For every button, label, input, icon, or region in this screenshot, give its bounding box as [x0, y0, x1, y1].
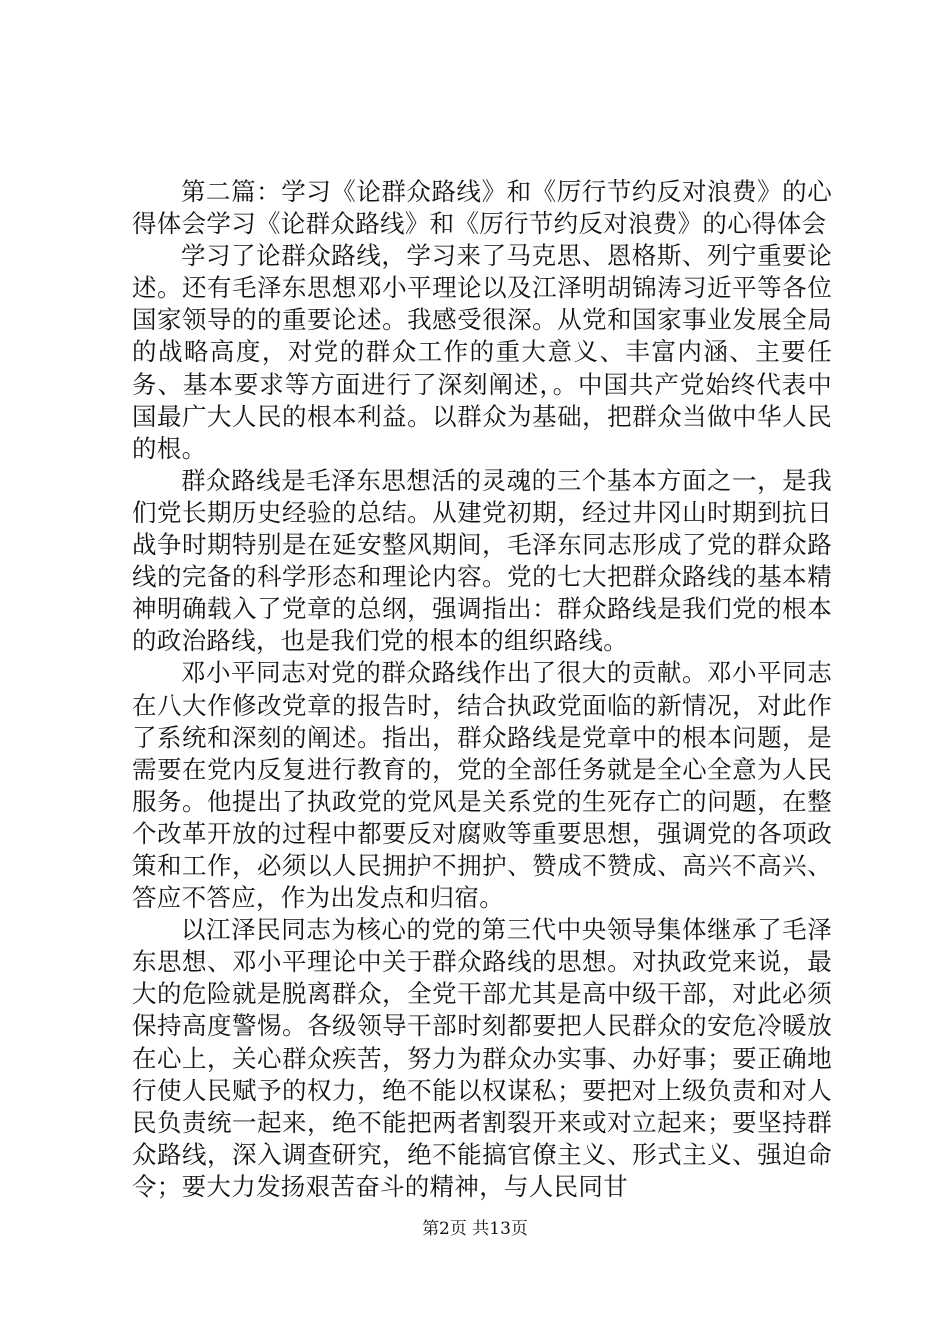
section-heading-paragraph: 第二篇：学习《论群众路线》和《厉行节约反对浪费》的心得体会学习《论群众路线》和《厉行节约反对浪费》的心得体会	[132, 177, 832, 239]
body-paragraph-4: 以江泽民同志为核心的党的第三代中央领导集体继承了毛泽东思想、邓小平理论中关于群众路线的思想。对执政党来说，最大的危险就是脱离群众，全党干部尤其是高中级干部，对此必须保持高度警惕。各级领导干部时刻都要把人民群众的安危冷暖放在心上，关心群众疾苦，努力为群众办实事、办好事；要正确地行使人民赋予的权力，绝不能以权谋私；要把对上级负责和对人民负责统一起来，绝不能把两者割裂开来或对立起来；要坚持群众路线，深入调查研究，绝不能搞官僚主义、形式主义、强迫命令；要大力发扬艰苦奋斗的精神，与人民同甘	[132, 915, 832, 1201]
page-number-footer: 第2页 共13页	[422, 1219, 528, 1239]
body-paragraph-3: 邓小平同志对党的群众路线作出了很大的贡献。邓小平同志在八大作修改党章的报告时，结合执政党面临的新情况，对此作了系统和深刻的阐述。指出，群众路线是党章中的根本问题，是需要在党内反复进行教育的，党的全部任务就是全心全意为人民服务。他提出了执政党的党风是关系党的生死存亡的问题，在整个改革开放的过程中都要反对腐败等重要思想，强调党的各项政策和工作，必须以人民拥护不拥护、赞成不赞成、高兴不高兴、答应不答应，作为出发点和归宿。	[132, 658, 832, 913]
body-paragraph-1: 学习了论群众路线，学习来了马克思、恩格斯、列宁重要论述。还有毛泽东思想邓小平理论以及江泽明胡锦涛习近平等各位国家领导的的重要论述。我感受很深。从党和国家事业发展全局的战略高度，对党的群众工作的重大意义、丰富内涵、主要任务、基本要求等方面进行了深刻阐述，。中国共产党始终代表中国最广大人民的根本利益。以群众为基础，把群众当做中华人民的根。	[132, 241, 832, 463]
document-body	[132, 176, 832, 1203]
body-paragraph-2: 群众路线是毛泽东思想活的灵魂的三个基本方面之一，是我们党长期历史经验的总结。从建党初期，经过井冈山时期到抗日战争时期特别是在延安整风期间，毛泽东同志形成了党的群众路线的完备的科学形态和理论内容。党的七大把群众路线的基本精神明确载入了党章的总纲，强调指出：群众路线是我们党的根本的政治路线，也是我们党的根本的组织路线。	[132, 465, 832, 656]
